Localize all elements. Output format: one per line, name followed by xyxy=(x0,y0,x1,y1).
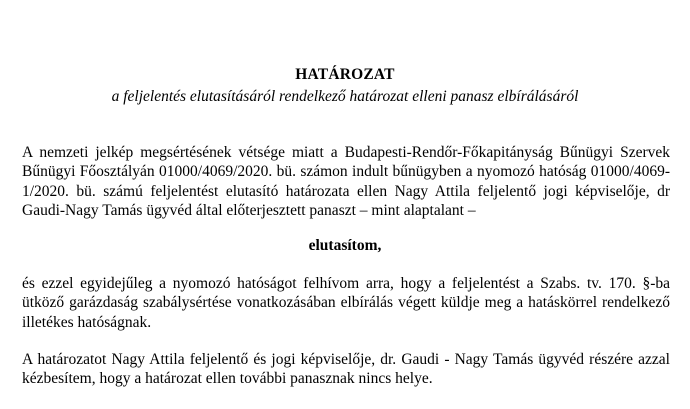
paragraph-intro: A nemzeti jelkép megsértésének vétsége miatt a Budapesti-Rendőr-Főkapitányság Bűnügyi Szervek Bűnügyi Főosztályán 01000/4069/2020. bü. számon indult bűnügyben a nyomozó hatóság 01000/4069-1/2020. bü. számú feljelentést elutasító határozata ellen Nagy Attila feljelentő jogi képviselője, dr Gaudi-Nagy Tamás ügyvéd által előterjesztett panaszt – mint alaptalant – xyxy=(22,144,670,219)
document-title: HATÁROZAT xyxy=(295,66,395,83)
decision-heading: elutasítom, xyxy=(308,237,382,254)
paragraph-instruction: és ezzel egyidejűleg a nyomozó hatóságot felhívom arra, hogy a feljelentést a Szabs. tv. 170. §-ba ütköző garázdaság szabálysértése vonatkozásában elbírálás végett küldje meg a hatáskörrel rendelkező illetékes hatóságnak. xyxy=(22,275,670,331)
document-subtitle: a feljelentés elutasításáról rendelkező határozat elleni panasz elbírálásáról xyxy=(111,88,579,105)
paragraph-delivery: A határozatot Nagy Attila feljelentő és jogi képviselője, dr. Gaudi - Nagy Tamás ügyvéd részére azzal kézbesítem, hogy a határozat ellen további panasznak nincs helye. xyxy=(22,351,670,388)
